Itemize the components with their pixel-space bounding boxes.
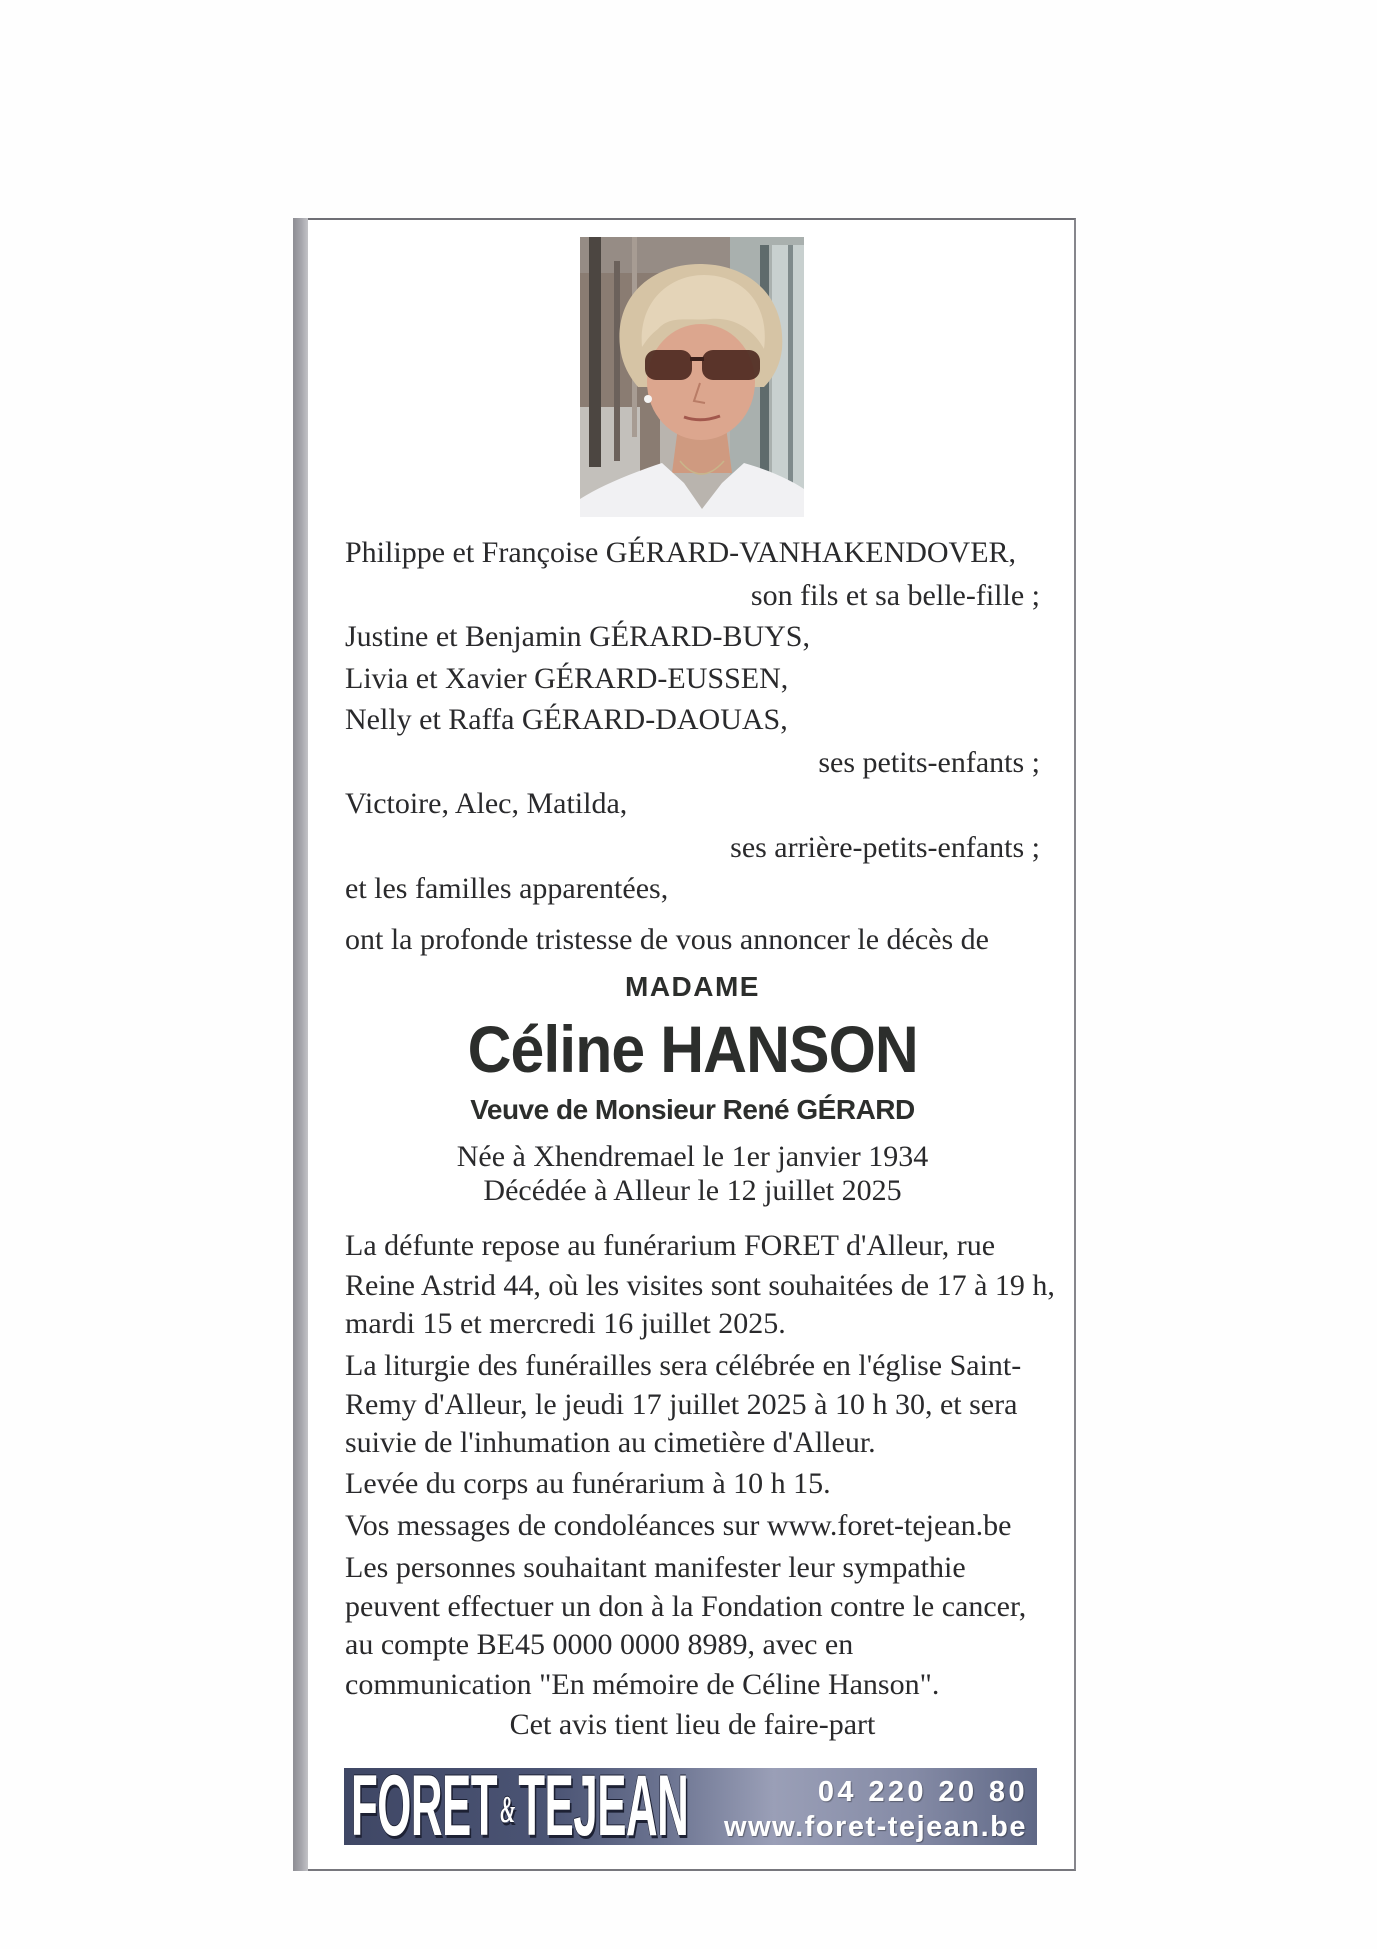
closing-line: Cet avis tient lieu de faire-part: [509, 1708, 876, 1741]
family-great-grandchildren-relation: ses arrière-petits-enfants ;: [730, 831, 1040, 864]
family-grandchildren-relation: ses petits-enfants ;: [818, 746, 1040, 779]
family-son-line: Philippe et Françoise GÉRARD-VANHAKENDOVER,: [345, 536, 1017, 569]
related-families-line: et les familles apparentées,: [345, 872, 669, 905]
family-grandchild-line: Nelly et Raffa GÉRARD-DAOUAS,: [345, 703, 788, 736]
arrangements-line: communication "En mémoire de Céline Hanson".: [345, 1668, 940, 1701]
funeral-home-website: www.foret-tejean.be: [724, 1811, 1027, 1843]
deceased-name: Céline HANSON: [467, 1012, 918, 1086]
funeral-home-logo: [351, 1768, 688, 1845]
family-grandchild-line: Justine et Benjamin GÉRARD-BUYS,: [345, 620, 810, 653]
deceased-birth: Née à Xhendremael le 1er janvier 1934: [456, 1140, 929, 1173]
family-son-relation: son fils et sa belle-fille ;: [750, 579, 1040, 612]
deceased-name-row: [345, 1013, 1040, 1085]
arrangements-line: mardi 15 et mercredi 16 juillet 2025.: [345, 1307, 786, 1340]
arrangements-line: Levée du corps au funérarium à 10 h 15.: [345, 1467, 831, 1500]
logo-foret: FORET: [351, 1768, 498, 1845]
deceased-title: MADAME: [625, 971, 760, 1002]
announcement-line: ont la profonde tristesse de vous annoncer le décès de: [345, 923, 989, 956]
logo-tejean: TEJEAN: [518, 1768, 689, 1845]
deceased-death: Décédée à Alleur le 12 juillet 2025: [483, 1174, 902, 1207]
arrangements-line: Reine Astrid 44, où les visites sont souhaitées de 17 à 19 h,: [345, 1269, 1055, 1302]
arrangements-line: Les personnes souhaitant manifester leur sympathie: [345, 1551, 966, 1584]
arrangements-line: La défunte repose au funérarium FORET d'Alleur, rue: [345, 1229, 996, 1262]
arrangements-line: La liturgie des funérailles sera célébrée en l'église Saint-: [345, 1349, 1022, 1382]
notice-left-border: [293, 218, 308, 1871]
deceased-portrait-photo: [580, 237, 804, 517]
family-grandchild-line: Livia et Xavier GÉRARD-EUSSEN,: [345, 662, 789, 695]
arrangements-line: Vos messages de condoléances sur www.foret-tejean.be: [345, 1509, 1012, 1542]
arrangements-line: au compte BE45 0000 0000 8989, avec en: [345, 1628, 854, 1661]
funeral-home-phone: 04 220 20 80: [817, 1776, 1028, 1808]
arrangements-line: suivie de l'inhumation au cimetière d'Alleur.: [345, 1426, 876, 1459]
deceased-widow-of: Veuve de Monsieur René GÉRARD: [470, 1094, 915, 1125]
family-great-grandchildren-line: Victoire, Alec, Matilda,: [345, 787, 628, 820]
arrangements-line: peuvent effectuer un don à la Fondation contre le cancer,: [345, 1590, 1027, 1623]
funeral-home-banner: [344, 1768, 1037, 1845]
logo-ampersand: &: [500, 1789, 516, 1832]
arrangements-line: Remy d'Alleur, le jeudi 17 juillet 2025 à 10 h 30, et sera: [345, 1388, 1018, 1421]
